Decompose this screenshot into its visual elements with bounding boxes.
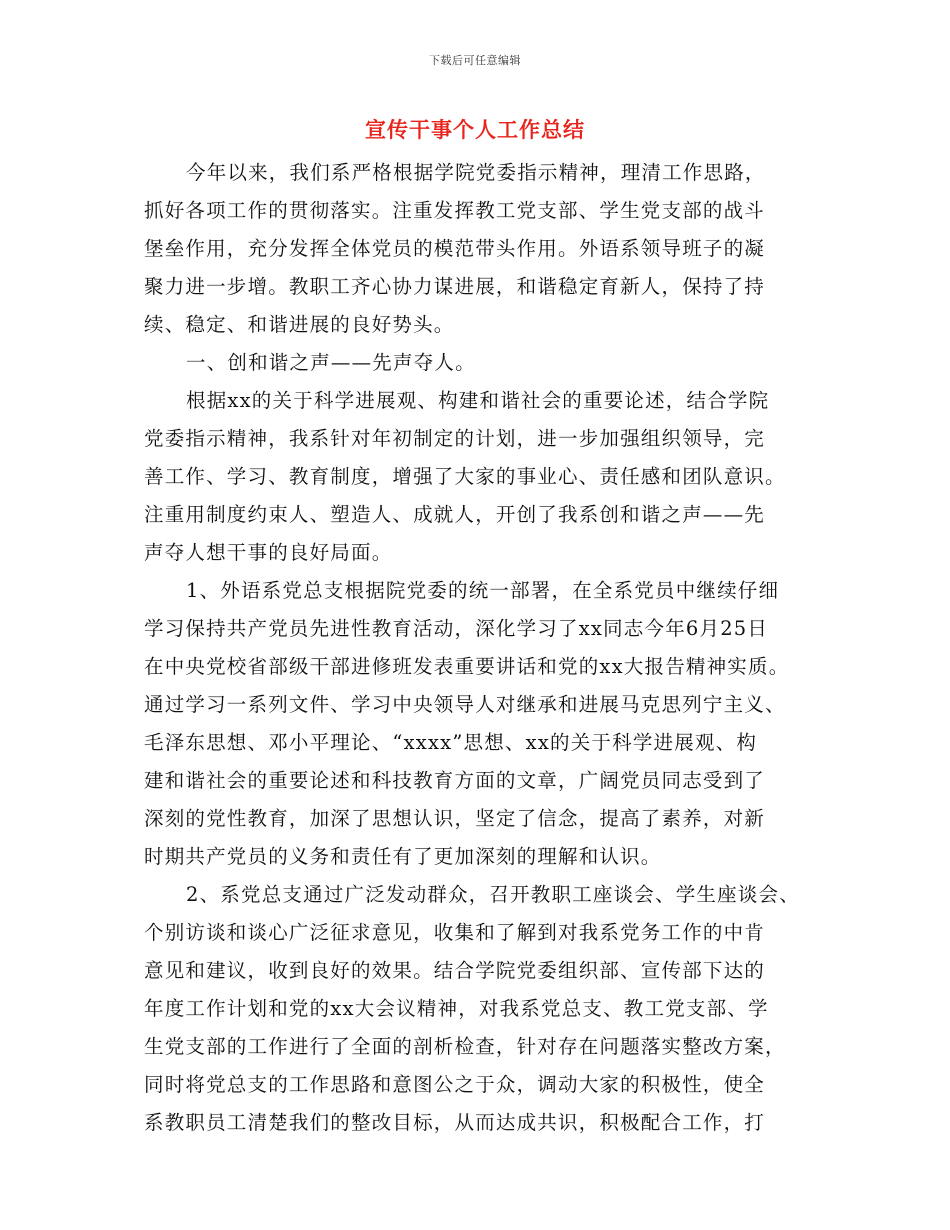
body-line: 通过学习一系列文件、学习中央领导人对继承和进展马克思列宁主义、 xyxy=(144,693,786,716)
body-line: 系教职员工清楚我们的整改目标，从而达成共识，积极配合工作，打 xyxy=(144,1111,766,1134)
body-line: 建和谐社会的重要论述和科技教育方面的文章，广阔党员同志受到了 xyxy=(144,769,766,792)
document-body xyxy=(144,154,816,1142)
body-line: 学习保持共产党员先进性教育活动，深化学习了xx同志今年6月25日 xyxy=(144,617,769,640)
body-line: 意见和建议，收到良好的效果。结合学院党委组织部、宣传部下达的 xyxy=(144,959,766,982)
body-line: 注重用制度约束人、塑造人、成就人，开创了我系创和谐之声——先 xyxy=(144,503,766,526)
body-line: 毛泽东思想、邓小平理论、“xxxx”思想、xx的关于科学进展观、构 xyxy=(144,731,758,754)
body-line: 同时将党总支的工作思路和意图公之于众，调动大家的积极性，使全 xyxy=(144,1073,766,1096)
body-line: 根据xx的关于科学进展观、构建和谐社会的重要论述，结合学院 xyxy=(186,389,770,412)
body-line: 党委指示精神，我系针对年初制定的计划，进一步加强组织领导，完 xyxy=(144,427,766,450)
body-line: 聚力进一步增。教职工齐心协力谋进展，和谐稳定育新人，保持了持 xyxy=(144,275,766,298)
page-header-note: 下载后可任意编辑 xyxy=(429,54,521,67)
body-line: 年度工作计划和党的xx大会议精神，对我系党总支、教工党支部、学 xyxy=(144,997,769,1020)
body-line: 1、外语系党总支根据院党委的统一部署，在全系党员中继续仔细 xyxy=(186,579,780,602)
body-line: 时期共产党员的义务和责任有了更加深刻的理解和认识。 xyxy=(144,845,662,868)
body-line: 生党支部的工作进行了全面的剖析检查，针对存在问题落实整改方案， xyxy=(144,1035,786,1058)
body-line: 在中央党校省部级干部进修班发表重要讲话和党的xx大报告精神实质。 xyxy=(144,655,790,678)
body-line: 个别访谈和谈心广泛征求意见，收集和了解到对我系党务工作的中肯 xyxy=(144,921,766,944)
body-line: 善工作、学习、教育制度，增强了大家的事业心、责任感和团队意识。 xyxy=(144,465,786,488)
body-line: 2、系党总支通过广泛发动群众，召开教职工座谈会、学生座谈会、 xyxy=(186,883,800,906)
body-line: 堡垒作用，充分发挥全体党员的模范带头作用。外语系领导班子的凝 xyxy=(144,237,766,260)
body-line: 抓好各项工作的贯彻落实。注重发挥教工党支部、学生党支部的战斗 xyxy=(144,199,766,222)
body-line: 今年以来，我们系严格根据学院党委指示精神，理清工作思路， xyxy=(186,161,766,184)
section-heading: 一、创和谐之声——先声夺人。 xyxy=(186,351,476,374)
body-line: 深刻的党性教育，加深了思想认识，坚定了信念，提高了素养，对新 xyxy=(144,807,766,830)
document-title: 宣传干事个人工作总结 xyxy=(365,117,585,142)
body-line: 续、稳定、和谐进展的良好势头。 xyxy=(144,313,455,336)
body-line: 声夺人想干事的良好局面。 xyxy=(144,541,393,564)
